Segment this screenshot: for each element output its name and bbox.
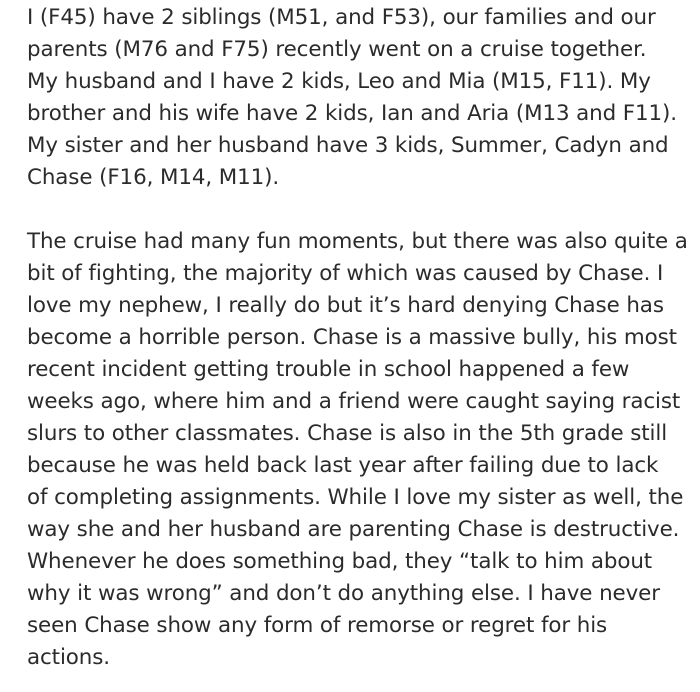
text-line: bit of fighting, the majority of which was caused by Chase. I [27, 261, 664, 286]
paragraph-family-intro [27, 2, 697, 194]
text-line: because he was held back last year after failing due to lack [27, 453, 659, 478]
text-line: brother and his wife have 2 kids, Ian and Aria (M13 and F11). [27, 101, 677, 126]
text-line: become a horrible person. Chase is a massive bully, his most [27, 325, 677, 350]
text-line: slurs to other classmates. Chase is also in the 5th grade still [27, 421, 668, 446]
text-line: Whenever he does something bad, they “talk to him about [27, 549, 653, 574]
text-line: why it was wrong” and don’t do anything else. I have never [27, 581, 660, 606]
text-line: way she and her husband are parenting Chase is destructive. [27, 517, 680, 542]
text-line: Chase (F16, M14, M11). [27, 165, 280, 190]
text-line: love my nephew, I really do but it’s hard denying Chase has [27, 293, 664, 318]
text-line: My husband and I have 2 kids, Leo and Mia (M15, F11). My [27, 69, 651, 94]
text-line: The cruise had many fun moments, but there was also quite a [27, 229, 688, 254]
paragraph-cruise-story [27, 226, 697, 674]
text-line: I (F45) have 2 siblings (M51, and F53), our families and our [27, 5, 656, 30]
text-line: weeks ago, where him and a friend were caught saying racist [27, 389, 681, 414]
text-line: parents (M76 and F75) recently went on a cruise together. [27, 37, 647, 62]
post-body [27, 2, 697, 674]
text-line: seen Chase show any form of remorse or regret for his [27, 613, 608, 638]
text-line: actions. [27, 645, 110, 670]
text-line: of completing assignments. While I love my sister as well, the [27, 485, 684, 510]
text-line: recent incident getting trouble in school happened a few [27, 357, 630, 382]
text-line: My sister and her husband have 3 kids, Summer, Cadyn and [27, 133, 669, 158]
